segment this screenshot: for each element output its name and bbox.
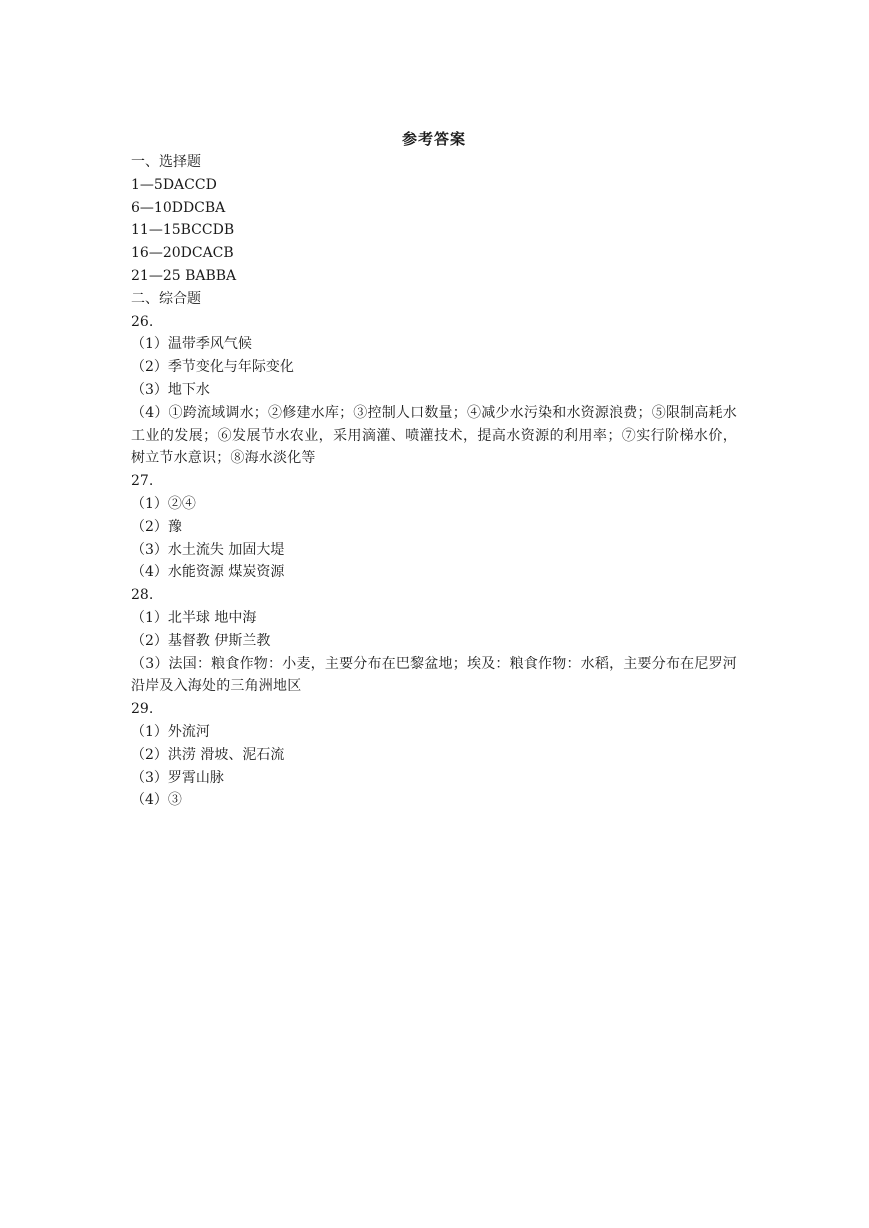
question-26-number: 26. bbox=[131, 313, 154, 330]
section-heading-multiple-choice: 一、选择题 bbox=[131, 154, 201, 170]
mc-answers-16-20: 16—20DCACB bbox=[131, 245, 234, 262]
question-26-answer-2: （2）季节变化与年际变化 bbox=[131, 359, 294, 376]
mc-answers-21-25: 21—25 BABBA bbox=[131, 267, 237, 284]
question-29-answer-2: （2）洪涝 滑坡、泥石流 bbox=[131, 746, 285, 763]
section-heading-comprehensive: 二、综合题 bbox=[131, 290, 201, 307]
question-28-answer-2: （2）基督教 伊斯兰教 bbox=[131, 632, 271, 649]
question-27-answer-3: （3）水土流失 加固大堤 bbox=[131, 541, 285, 558]
question-28-answer-3: （3）法国：粮食作物：小麦，主要分布在巴黎盆地；埃及：粮食作物：水稻，主要分布在尼罗河沿岸及入海处的三角洲地区 bbox=[131, 655, 737, 695]
question-29-number: 29. bbox=[131, 701, 154, 718]
question-27-answer-1: （1）②④ bbox=[131, 495, 196, 512]
answer-key-document bbox=[131, 128, 737, 812]
question-26-answer-3: （3）地下水 bbox=[131, 381, 210, 398]
mc-answers-1-5: 1—5DACCD bbox=[131, 176, 217, 193]
question-26-answer-4: （4）①跨流域调水；②修建水库；③控制人口数量；④减少水污染和水资源浪费；⑤限制高耗水工业的发展；⑥发展节水农业，采用滴灌、喷灌技术，提高水资源的利用率；⑦实行阶梯水价，树立节水意识；⑧海水淡化等 bbox=[131, 404, 737, 467]
question-29-answer-1: （1）外流河 bbox=[131, 723, 210, 740]
question-28-number: 28. bbox=[131, 587, 154, 604]
mc-answers-6-10: 6—10DDCBA bbox=[131, 199, 226, 216]
question-27-answer-2: （2）豫 bbox=[131, 518, 182, 535]
question-26-answer-1: （1）温带季风气候 bbox=[131, 336, 252, 353]
question-27-number: 27. bbox=[131, 473, 154, 490]
question-29-answer-3: （3）罗霄山脉 bbox=[131, 769, 224, 786]
document-title: 参考答案 bbox=[401, 130, 466, 148]
question-27-answer-4: （4）水能资源 煤炭资源 bbox=[131, 564, 285, 581]
question-28-answer-1: （1）北半球 地中海 bbox=[131, 609, 257, 626]
question-29-answer-4: （4）③ bbox=[131, 792, 182, 809]
mc-answers-11-15: 11—15BCCDB bbox=[131, 222, 235, 239]
